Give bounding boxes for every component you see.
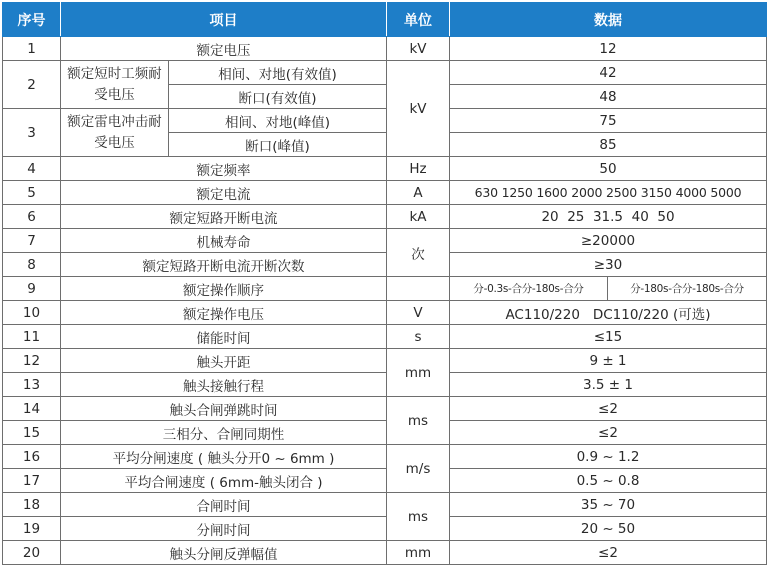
item-label: 触头开距 (61, 349, 387, 373)
unit-cell (387, 277, 450, 301)
table-row (3, 253, 767, 277)
table-row (3, 301, 767, 325)
group-label: 额定雷电冲击耐受电压 (61, 109, 169, 157)
item-label: 合闸时间 (61, 493, 387, 517)
value-cell: 48 (450, 85, 767, 109)
table-row (3, 517, 767, 541)
header-item: 项目 (61, 3, 387, 37)
unit-cell: A (387, 181, 450, 205)
value-cell: 0.5 ~ 0.8 (450, 469, 767, 493)
value-cell: 分-0.3s-合分-180s-合分 (450, 277, 608, 301)
unit-cell: 次 (387, 229, 450, 277)
value-cell: ≤2 (450, 397, 767, 421)
row-number: 19 (3, 517, 61, 541)
unit-cell: mm (387, 349, 450, 397)
item-label: 触头接触行程 (61, 373, 387, 397)
value-cell: 12 (450, 37, 767, 61)
row-number: 14 (3, 397, 61, 421)
header-data: 数据 (450, 3, 767, 37)
table-row (3, 181, 767, 205)
table-row (3, 349, 767, 373)
row-number: 7 (3, 229, 61, 253)
value-cell: AC110/220 DC110/220 (可选) (450, 301, 767, 325)
table-row (3, 421, 767, 445)
item-label: 平均分闸速度 ( 触头分开0 ~ 6mm ) (61, 445, 387, 469)
row-number: 10 (3, 301, 61, 325)
row-number: 9 (3, 277, 61, 301)
item-label: 额定电压 (61, 37, 387, 61)
table-row (3, 109, 767, 133)
row-number: 4 (3, 157, 61, 181)
item-label: 额定短路开断电流开断次数 (61, 253, 387, 277)
value-cell: 85 (450, 133, 767, 157)
value-cell: 35 ~ 70 (450, 493, 767, 517)
unit-cell: V (387, 301, 450, 325)
value-cell: ≤2 (450, 421, 767, 445)
item-label: 触头合闸弹跳时间 (61, 397, 387, 421)
sub-item-label: 相间、对地(有效值) (169, 61, 387, 85)
unit-cell: kA (387, 205, 450, 229)
value-cell: 0.9 ~ 1.2 (450, 445, 767, 469)
row-number: 11 (3, 325, 61, 349)
spec-table (2, 2, 767, 565)
row-number: 13 (3, 373, 61, 397)
table-row (3, 541, 767, 565)
item-label: 额定短路开断电流 (61, 205, 387, 229)
table-row (3, 157, 767, 181)
unit-cell: ms (387, 493, 450, 541)
value-cell: ≥30 (450, 253, 767, 277)
header-unit: 单位 (387, 3, 450, 37)
value-cell: 75 (450, 109, 767, 133)
item-label: 触头分闸反弹幅值 (61, 541, 387, 565)
table-row (3, 37, 767, 61)
table-row (3, 277, 767, 301)
sub-item-label: 断口(峰值) (169, 133, 387, 157)
value-cell: ≤2 (450, 541, 767, 565)
unit-cell: mm (387, 541, 450, 565)
row-number: 17 (3, 469, 61, 493)
unit-cell: Hz (387, 157, 450, 181)
sub-item-label: 相间、对地(峰值) (169, 109, 387, 133)
table-row (3, 205, 767, 229)
item-label: 额定频率 (61, 157, 387, 181)
unit-cell: ms (387, 397, 450, 445)
row-number: 2 (3, 61, 61, 109)
row-number: 6 (3, 205, 61, 229)
value-cell: 分-180s-合分-180s-合分 (608, 277, 767, 301)
value-cell: 3.5 ± 1 (450, 373, 767, 397)
unit-cell: s (387, 325, 450, 349)
sub-item-label: 断口(有效值) (169, 85, 387, 109)
header-row (3, 3, 767, 37)
unit-cell: m/s (387, 445, 450, 493)
row-number: 3 (3, 109, 61, 157)
table-row (3, 397, 767, 421)
unit-cell: kV (387, 37, 450, 61)
value-cell: ≥20000 (450, 229, 767, 253)
value-cell: ≤15 (450, 325, 767, 349)
item-label: 额定操作顺序 (61, 277, 387, 301)
table-row (3, 469, 767, 493)
table-row (3, 493, 767, 517)
row-number: 16 (3, 445, 61, 469)
group-label: 额定短时工频耐受电压 (61, 61, 169, 109)
value-cell: 9 ± 1 (450, 349, 767, 373)
item-label: 额定电流 (61, 181, 387, 205)
value-cell: 42 (450, 61, 767, 85)
item-label: 储能时间 (61, 325, 387, 349)
table-row (3, 325, 767, 349)
item-label: 额定操作电压 (61, 301, 387, 325)
value-cell: 20 25 31.5 40 50 (450, 205, 767, 229)
table-row (3, 229, 767, 253)
value-cell: 630 1250 1600 2000 2500 3150 4000 5000 (450, 181, 767, 205)
item-label: 三相分、合闸同期性 (61, 421, 387, 445)
row-number: 12 (3, 349, 61, 373)
table-row (3, 373, 767, 397)
unit-cell: kV (387, 61, 450, 157)
row-number: 8 (3, 253, 61, 277)
row-number: 15 (3, 421, 61, 445)
value-cell: 50 (450, 157, 767, 181)
row-number: 5 (3, 181, 61, 205)
item-label: 平均合闸速度 ( 6mm-触头闭合 ) (61, 469, 387, 493)
table-row (3, 445, 767, 469)
value-cell: 20 ~ 50 (450, 517, 767, 541)
item-label: 分闸时间 (61, 517, 387, 541)
header-no: 序号 (3, 3, 61, 37)
table-row (3, 61, 767, 85)
row-number: 18 (3, 493, 61, 517)
row-number: 20 (3, 541, 61, 565)
row-number: 1 (3, 37, 61, 61)
item-label: 机械寿命 (61, 229, 387, 253)
